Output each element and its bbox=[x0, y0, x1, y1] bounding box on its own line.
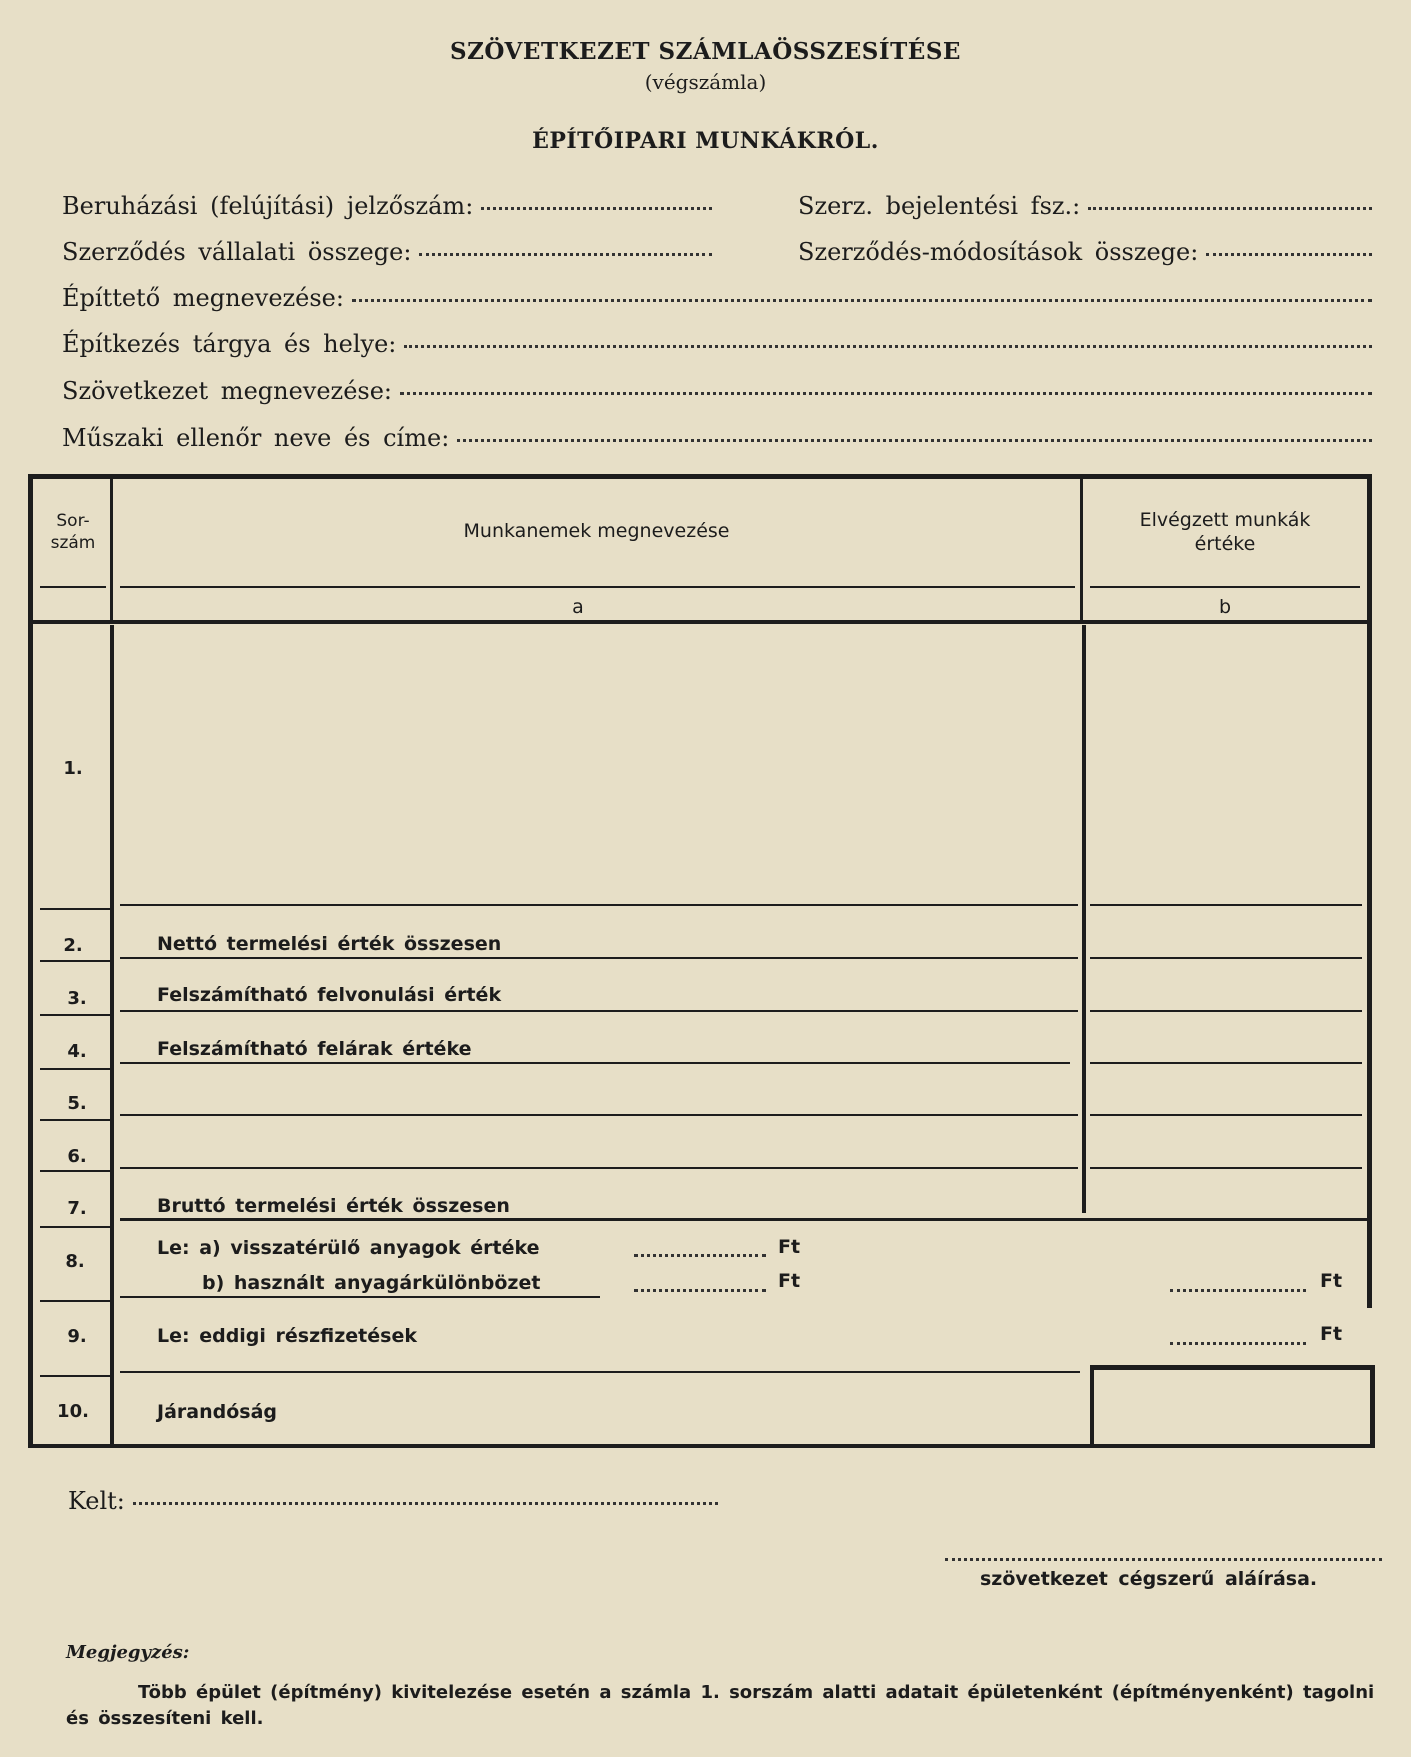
row-num-9: 9. bbox=[67, 1326, 87, 1347]
row-num-4: 4. bbox=[67, 1041, 87, 1062]
signature-caption: szövetkezet cégszerű aláírása. bbox=[980, 1568, 1318, 1590]
amount-8b-line[interactable] bbox=[634, 1289, 766, 1292]
row-num-6: 6. bbox=[67, 1146, 87, 1167]
col-header-sorszam: Sor- szám bbox=[50, 511, 96, 553]
col-divider-sorszam bbox=[110, 625, 114, 1448]
table-right-border bbox=[1367, 474, 1372, 1308]
note-text: Több épület (építmény) kivitelezése esetén a számla 1. sorszám alatti adatait épületenként (építményenként) tagolni és összesíteni kell. bbox=[66, 1682, 1375, 1729]
row-sep-num-7 bbox=[40, 1226, 110, 1228]
field-muszaki[interactable] bbox=[62, 424, 1372, 452]
amount-9-line[interactable] bbox=[1170, 1342, 1306, 1345]
field-epitteto-line[interactable] bbox=[352, 299, 1372, 302]
table-right-border-lower bbox=[1370, 1365, 1375, 1448]
row-line-a-8b bbox=[120, 1296, 600, 1298]
row-num-3: 3. bbox=[67, 988, 87, 1009]
row-num-8: 8. bbox=[65, 1251, 85, 1272]
field-muszaki-line[interactable] bbox=[457, 439, 1372, 442]
row-sep-num-6 bbox=[40, 1170, 110, 1172]
field-kelt[interactable] bbox=[68, 1487, 718, 1515]
row-label-9: Le: eddigi részfizetések bbox=[157, 1325, 417, 1347]
row-line-b-6 bbox=[1090, 1167, 1362, 1169]
field-modositasok[interactable] bbox=[798, 238, 1372, 266]
row-line-b-3 bbox=[1090, 1010, 1362, 1012]
amount-8b-currency: Ft bbox=[778, 1270, 801, 1292]
row-label-8b: b) használt anyagárkülönbözet bbox=[202, 1272, 541, 1294]
amount-9-currency: Ft bbox=[1320, 1323, 1343, 1345]
field-epitteto[interactable] bbox=[62, 284, 1372, 312]
col-header-munkanemek: Munkanemek megnevezése bbox=[463, 520, 730, 542]
row-label-10: Járandóság bbox=[157, 1401, 277, 1423]
amount-8a-currency: Ft bbox=[778, 1236, 801, 1258]
form-heading: ÉPÍTŐIPARI MUNKÁKRÓL. bbox=[532, 128, 879, 154]
row-num-7: 7. bbox=[67, 1198, 87, 1219]
field-szerzodes-osszege[interactable] bbox=[62, 238, 712, 266]
row-line-a-4 bbox=[120, 1062, 1070, 1064]
amount-8-total-line[interactable] bbox=[1170, 1289, 1306, 1292]
row-line-b-4 bbox=[1090, 1062, 1362, 1064]
table-top-border bbox=[28, 474, 1372, 479]
field-beruhazasi[interactable] bbox=[62, 192, 712, 220]
field-kelt-label: Kelt: bbox=[68, 1487, 125, 1515]
row-label-7: Bruttó termelési érték összesen bbox=[157, 1195, 510, 1217]
amount-8a-line[interactable] bbox=[634, 1254, 766, 1257]
amount-8-total-currency: Ft bbox=[1320, 1270, 1343, 1292]
row-line-b-2 bbox=[1090, 957, 1362, 959]
field-epitkezes[interactable] bbox=[62, 330, 1372, 358]
field-beruhazasi-line[interactable] bbox=[481, 207, 712, 210]
field-kelt-line[interactable] bbox=[133, 1502, 718, 1505]
row-line-a-1 bbox=[120, 904, 1078, 906]
field-epitkezes-line[interactable] bbox=[404, 345, 1372, 348]
col-sub-a: a bbox=[572, 596, 584, 618]
field-modositasok-label: Szerződés-módosítások összege: bbox=[798, 238, 1199, 266]
head-underline-sorszam bbox=[40, 586, 106, 588]
row-label-4: Felszámítható felárak értéke bbox=[157, 1038, 472, 1060]
head-underline-ertek bbox=[1090, 586, 1360, 588]
row-line-a-2 bbox=[120, 957, 1078, 959]
field-szerzodes-osszege-label: Szerződés vállalati összege: bbox=[62, 238, 412, 266]
row-num-1: 1. bbox=[63, 758, 83, 779]
signature-line[interactable] bbox=[945, 1558, 1382, 1561]
field-szerzodes-osszege-line[interactable] bbox=[419, 253, 712, 256]
field-modositasok-line[interactable] bbox=[1206, 253, 1372, 256]
row-sep-num-4 bbox=[40, 1068, 110, 1070]
form-title: SZÖVETKEZET SZÁMLAÖSSZESÍTÉSE bbox=[450, 38, 961, 65]
row-sep-num-1 bbox=[40, 908, 110, 910]
field-epitkezes-label: Építkezés tárgya és helye: bbox=[62, 330, 397, 358]
col-divider-ertek bbox=[1082, 625, 1086, 1213]
field-szerz-bejelentesi-line[interactable] bbox=[1088, 207, 1372, 210]
row-line-b-1 bbox=[1090, 904, 1362, 906]
row-label-3: Felszámítható felvonulási érték bbox=[157, 984, 502, 1006]
row-num-5: 5. bbox=[67, 1093, 87, 1114]
table-bottom-border bbox=[28, 1444, 1375, 1448]
row-sep-num-2 bbox=[40, 960, 110, 962]
field-szovetkezet-line[interactable] bbox=[400, 392, 1372, 395]
head-underline-munkanemek bbox=[120, 586, 1075, 588]
row-line-a-6 bbox=[120, 1167, 1078, 1169]
row-sep-num-9 bbox=[40, 1375, 110, 1377]
row-line-a-9 bbox=[120, 1371, 1080, 1373]
row-sep-num-8 bbox=[40, 1300, 110, 1302]
row-line-7 bbox=[120, 1218, 1370, 1221]
col-header-elvegzett: Elvégzett munkák értéke bbox=[1139, 509, 1311, 555]
note-title: Megjegyzés: bbox=[66, 1642, 190, 1663]
field-szovetkezet-label: Szövetkezet megnevezése: bbox=[62, 377, 393, 405]
row-num-2: 2. bbox=[63, 935, 83, 956]
jarandosag-box-left bbox=[1090, 1365, 1094, 1445]
head-bottom-border bbox=[33, 620, 1367, 624]
field-szerz-bejelentesi[interactable] bbox=[798, 192, 1372, 220]
row-label-8a: Le: a) visszatérülő anyagok értéke bbox=[157, 1237, 540, 1259]
form-subtitle: (végszámla) bbox=[644, 70, 767, 94]
row-num-10: 10. bbox=[57, 1401, 89, 1422]
row-line-b-5 bbox=[1090, 1114, 1362, 1116]
field-beruhazasi-label: Beruházási (felújítási) jelzőszám: bbox=[62, 192, 474, 220]
field-muszaki-label: Műszaki ellenőr neve és címe: bbox=[62, 424, 450, 452]
row-sep-num-5 bbox=[40, 1119, 110, 1121]
jarandosag-box-top bbox=[1090, 1365, 1370, 1370]
field-epitteto-label: Építtető megnevezése: bbox=[62, 284, 344, 312]
field-szerz-bejelentesi-label: Szerz. bejelentési fsz.: bbox=[798, 192, 1081, 220]
row-sep-num-3 bbox=[40, 1014, 110, 1016]
row-label-2: Nettó termelési érték összesen bbox=[157, 933, 502, 955]
row-line-a-5 bbox=[120, 1114, 1078, 1116]
col-sub-b: b bbox=[1218, 596, 1232, 618]
field-szovetkezet[interactable] bbox=[62, 377, 1372, 405]
row-line-a-3 bbox=[120, 1010, 1078, 1012]
